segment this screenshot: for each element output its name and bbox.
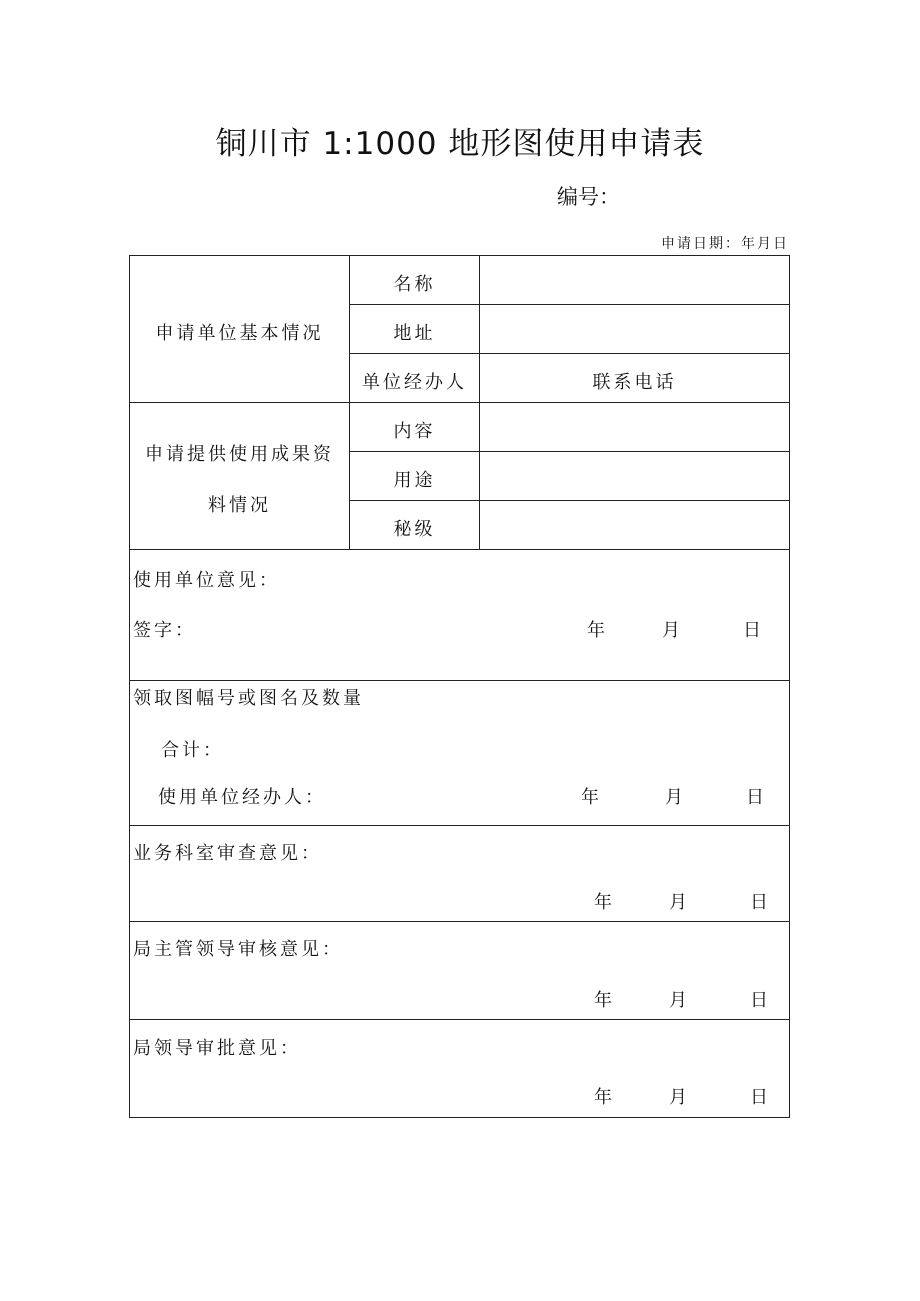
- date-year: 年: [594, 892, 612, 913]
- table-border-left: [129, 255, 130, 1118]
- section-divider: [129, 549, 790, 550]
- date-day: 日: [750, 892, 768, 913]
- director-review-label: 局主管领导审核意见：: [133, 939, 343, 960]
- office-review-label: 业务科室审查意见：: [133, 843, 322, 864]
- user-unit-opinion-label: 使用单位意见：: [133, 570, 280, 591]
- content-label: 内容: [393, 421, 436, 442]
- secrecy-level-label: 秘级: [393, 519, 436, 540]
- serial-number-label: 编号：: [557, 185, 620, 209]
- unit-handler-label: 单位经办人: [362, 372, 467, 393]
- section-divider: [129, 680, 790, 681]
- date-year: 年: [587, 620, 605, 641]
- row-divider: [349, 353, 790, 354]
- table-border-right: [789, 255, 790, 1118]
- section-requested-data-label-line1: 申请提供使用成果资: [145, 444, 334, 465]
- date-year: 年: [594, 990, 612, 1011]
- form-title: 铜川市 1:1000 地形图使用申请表: [215, 126, 705, 162]
- table-border-bottom: [129, 1117, 790, 1118]
- address-label: 地址: [393, 323, 436, 344]
- apply-date-label: 申请日期：年月日: [661, 236, 789, 252]
- name-field[interactable]: [480, 256, 789, 304]
- user-unit-handler-label: 使用单位经办人：: [158, 787, 326, 808]
- section-requested-data-label-line2: 料情况: [208, 495, 271, 516]
- address-field[interactable]: [480, 305, 789, 353]
- section-applicant-info-label: 申请单位基本情况: [155, 323, 324, 344]
- date-year: 年: [594, 1087, 612, 1108]
- date-month: 月: [669, 990, 687, 1011]
- date-day: 日: [750, 990, 768, 1011]
- signature-label: 签字：: [133, 620, 196, 641]
- purpose-label: 用途: [393, 470, 436, 491]
- total-label: 合计：: [161, 740, 224, 761]
- map-sheets-label: 领取图幅号或图名及数量: [133, 688, 364, 709]
- name-label: 名称: [393, 274, 436, 295]
- date-day: 日: [746, 787, 764, 808]
- content-field[interactable]: [480, 403, 789, 451]
- purpose-field[interactable]: [480, 452, 789, 500]
- date-month: 月: [665, 787, 683, 808]
- leader-approval-label: 局领导审批意见：: [133, 1038, 301, 1059]
- date-day: 日: [743, 620, 761, 641]
- secrecy-level-field[interactable]: [480, 501, 789, 549]
- date-month: 月: [669, 892, 687, 913]
- section-divider: [129, 825, 790, 826]
- column-divider: [349, 255, 350, 550]
- date-year: 年: [581, 787, 599, 808]
- date-month: 月: [662, 620, 680, 641]
- date-day: 日: [750, 1087, 768, 1108]
- section-divider: [129, 1019, 790, 1020]
- contact-phone-label: 联系电话: [592, 372, 677, 393]
- section-divider: [129, 921, 790, 922]
- date-month: 月: [669, 1087, 687, 1108]
